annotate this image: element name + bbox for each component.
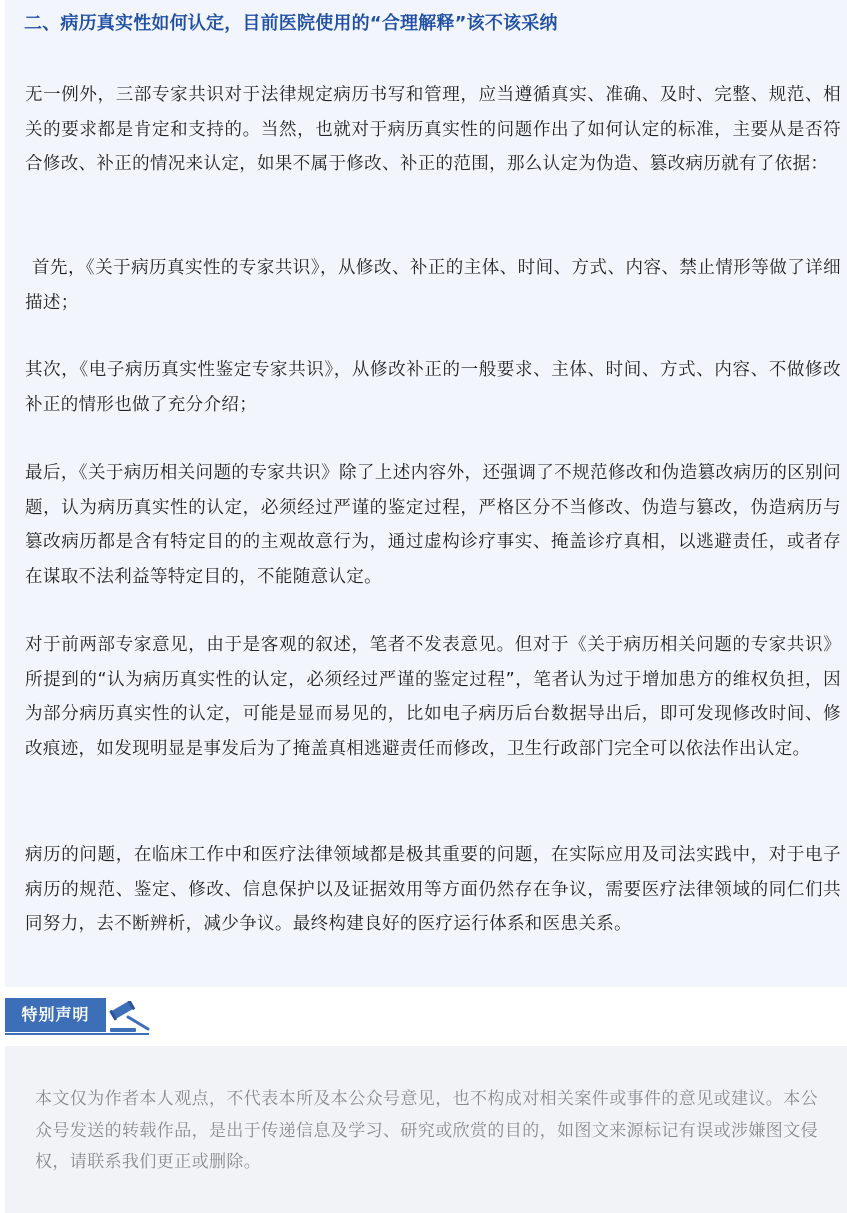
paragraph-first: 首先，《关于病历真实性的专家共识》，从修改、补正的主体、时间、方式、内容、禁止情形等做了详细描述； [25, 258, 841, 313]
special-notice-underline [5, 1033, 149, 1035]
paragraph-conclusion: 病历的问题，在临床工作中和医疗法律领域都是极其重要的问题，在实际应用及司法实践中，对于电子病历的规范、鉴定、修改、信息保护以及证据效用等方面仍然存在争议，需要医疗法律领域的同仁们共同努力，去不断辨析，减少争议。最终构建良好的医疗运行体系和医患关系。 [25, 845, 841, 934]
paragraph-second: 其次，《电子病历真实性鉴定专家共识》，从修改补正的一般要求、主体、时间、方式、内容、不做修改补正的情形也做了充分介绍； [25, 360, 841, 415]
gavel-icon [108, 1001, 152, 1033]
special-notice-header [5, 998, 155, 1038]
section-title: 二、病历真实性如何认定，目前医院使用的“合理解释”该不该采纳 [24, 13, 558, 34]
paragraph-opinion: 对于前两部专家意见，由于是客观的叙述，笔者不发表意见。但对于《关于病历相关问题的专家共识》所提到的“认为病历真实性的认定，必须经过严谨的鉴定过程”，笔者认为过于增加患方的维权负担，因为部分病历真实性的认定，可能是显而易见的，比如电子病历后台数据导出后，即可发现修改时间、修改痕迹，如发现明显是事发后为了掩盖真相逃避责任而修改，卫生行政部门完全可以依法作出认定。 [25, 635, 841, 759]
paragraph-last: 最后，《关于病历相关问题的专家共识》除了上述内容外，还强调了不规范修改和伪造篡改病历的区别问题，认为病历真实性的认定，必须经过严谨的鉴定过程，严格区分不当修改、伪造与篡改，伪造病历与篡改病历都是含有特定目的的主观故意行为，通过虚构诊疗事实、掩盖诊疗真相，以逃避责任，或者存在谋取不法利益等特定目的，不能随意认定。 [25, 463, 841, 587]
disclaimer-text: 本文仅为作者本人观点，不代表本所及本公众号意见，也不构成对相关案件或事件的意见或建议。本公众号发送的转载作品，是出于传递信息及学习、研究或欣赏的目的，如图文来源标记有误或涉嫌图文侵权，请联系我们更正或删除。 [35, 1089, 818, 1172]
special-notice-label: 特别声明 [5, 998, 106, 1032]
paragraph-intro: 无一例外，三部专家共识对于法律规定病历书写和管理，应当遵循真实、准确、及时、完整、规范、相关的要求都是肯定和支持的。当然，也就对于病历真实性的问题作出了如何认定的标准，主要从是否符合修改、补正的情况来认定，如果不属于修改、补正的范围，那么认定为伪造、篡改病历就有了依据： [25, 85, 841, 174]
disclaimer-box [5, 1046, 847, 1213]
article-section [5, 0, 847, 987]
